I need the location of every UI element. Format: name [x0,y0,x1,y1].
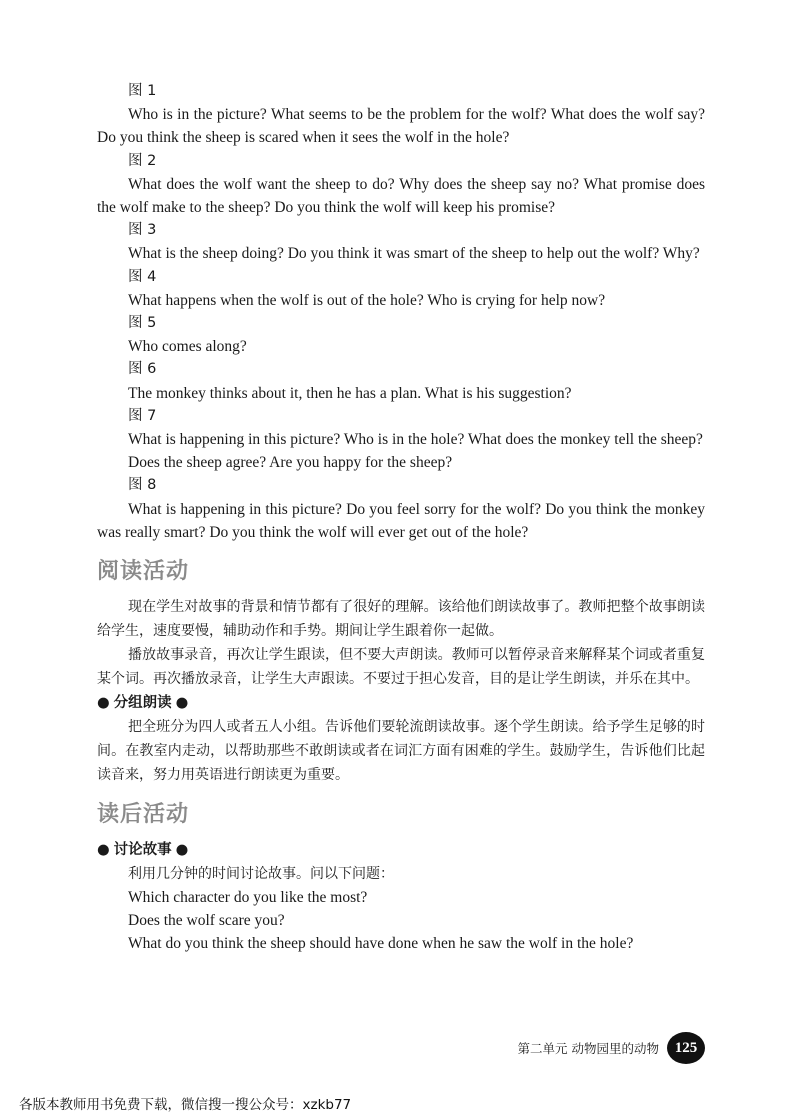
figure-label: 图 3 [128,222,157,239]
question-text: Who is in the picture? What seems to be the problem for the wolf? What does the wolf say? Do you think the sheep is scared when it sees the wolf in the hole? [97,106,705,147]
bullet-icon: ● [175,695,189,712]
question-text: Who comes along? [128,338,247,356]
question-group [97,358,705,404]
question-text: What is happening in this picture? Who is in the hole? What does the monkey tell the sheep? [128,431,703,449]
subheading-discuss-story [97,838,705,862]
bullet-icon: ● [175,842,189,859]
subheading-label: 讨论故事 [113,842,172,859]
figure-label: 图 6 [128,361,157,378]
figure-label: 图 1 [128,83,157,99]
question-group [97,312,705,358]
discussion-question: What do you think the sheep should have done when he saw the wolf in the hole? [128,935,634,953]
question-group [97,405,705,475]
reading-paragraph: 现在学生对故事的背景和情节都有了很好的理解。该给他们朗读故事了。教师把整个故事朗读给学生，速度要慢，辅助动作和手势。期间让学生跟着你一起做。 [97,599,705,640]
download-note: 各版本教师用书免费下载，微信搜一搜公众号：xzkb77 [19,1097,352,1113]
chapter-title: 第二单元 动物园里的动物 [517,1041,659,1056]
figure-label: 图 5 [128,315,157,332]
question-text: Does the sheep agree? Are you happy for the sheep? [128,454,453,472]
page-number-badge: 125 [667,1032,705,1064]
page-content [97,80,705,956]
reading-paragraph: 播放故事录音，再次让学生跟读，但不要大声朗读。教师可以暂停录音来解释某个词或者重复某个词。再次播放录音，让学生大声跟读。不要过于担心发音，目的是让学生朗读，并乐在其中。 [97,647,705,688]
discussion-question: Which character do you like the most? [128,889,368,907]
figure-label: 图 8 [128,477,157,494]
question-group [97,474,705,544]
question-group [97,266,705,312]
subheading-group-reading [97,691,705,715]
question-list [97,80,705,544]
subheading-label: 分组朗读 [113,695,172,712]
bullet-icon: ● [97,695,110,712]
question-group [97,80,705,150]
bullet-icon: ● [97,842,110,859]
figure-label: 图 2 [128,152,157,169]
section-heading-post-reading: 读后活动 [97,802,190,828]
question-text: The monkey thinks about it, then he has a plan. What is his suggestion? [128,384,572,402]
discuss-intro: 利用几分钟的时间讨论故事。问以下问题： [128,866,394,883]
figure-label: 图 4 [128,268,157,285]
group-reading-paragraph: 把全班分为四人或者五人小组。告诉他们要轮流朗读故事。逐个学生朗读。给予学生足够的时间。在教室内走动，以帮助那些不敢朗读或者在词汇方面有困难的学生。鼓励学生，告诉他们比起读音来，努力用英语进行朗读更为重要。 [97,719,705,784]
discussion-question: Does the wolf scare you? [128,912,285,930]
question-text: What is happening in this picture? Do you feel sorry for the wolf? Do you think the monkey was really smart? Do you think the wolf will ever get out of the hole? [97,500,705,541]
question-group [97,219,705,265]
question-text: What is the sheep doing? Do you think it was smart of the sheep to help out the wolf? Why? [128,245,700,263]
figure-label: 图 7 [128,407,157,424]
question-group [97,150,705,220]
section-heading-reading: 阅读活动 [97,559,190,585]
question-text: What happens when the wolf is out of the hole? Who is crying for help now? [128,291,606,309]
question-text: What does the wolf want the sheep to do? Why does the sheep say no? What promise does the wolf make to the sheep? Do you think the wolf will keep his promise? [97,175,705,217]
page-footer [518,1031,705,1065]
